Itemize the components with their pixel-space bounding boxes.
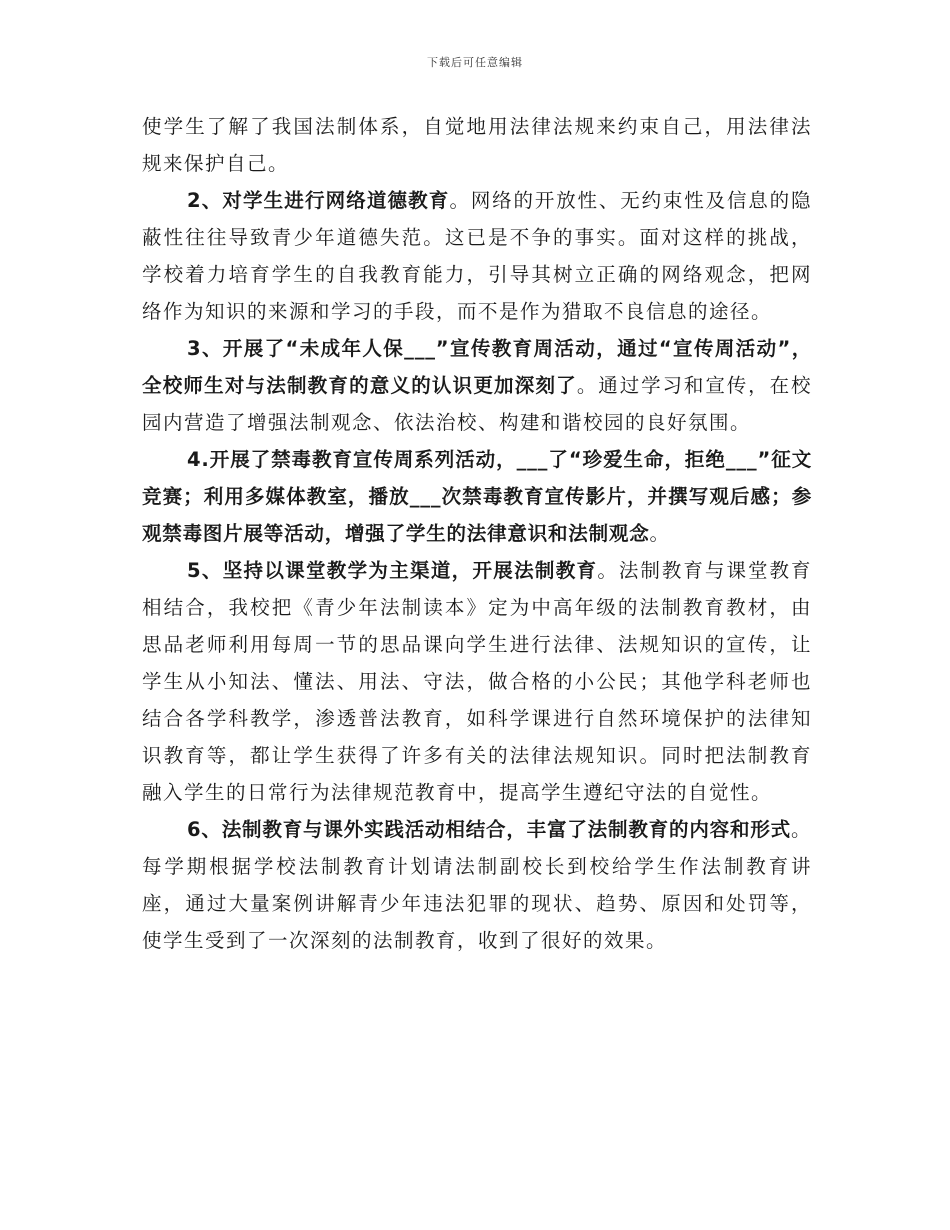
paragraph-body: 使学生了解了我国法制体系，自觉地用法律法规来约束自己，用法律法规来保护自己。 xyxy=(142,115,812,175)
paragraph-3-minor-protection-week xyxy=(142,330,812,441)
paragraph-heading: 3、开展了“未成年人保___”宣传教育周活动，通过“宣传周活动”，全校师生对与法制教育的意义的认识更加深刻了 xyxy=(142,337,812,397)
document-body xyxy=(142,108,812,959)
paragraph-body: 。 xyxy=(649,522,671,545)
paragraph-heading: 5、坚持以课堂教学为主渠道，开展法制教育 xyxy=(187,559,598,582)
paragraph-2-network-ethics xyxy=(142,182,812,330)
paragraph-body: 。法制教育与课堂教育相结合，我校把《青少年法制读本》定为中高年级的法制教育教材，由思品老师利用每周一节的思品课向学生进行法律、法规知识的宣传，让学生从小知法、懂法、用法、守法，做合格的小公民；其他学科老师也结合各学科教学，渗透普法教育，如科学课进行自然环境保护的法律知识教育等，都让学生获得了许多有关的法律法规知识。同时把法制教育融入学生的日常行为法律规范教育中，提高学生遵纪守法的自觉性。 xyxy=(142,559,812,804)
paragraph-5-classroom-teaching xyxy=(142,552,812,811)
paragraph-body: 。网络的开放性、无约束性及信息的隐蔽性往往导致青少年道德失范。这已是不争的事实。面对这样的挑战，学校着力培育学生的自我教育能力，引导其树立正确的网络观念，把网络作为知识的来源和学习的手段，而不是作为猎取不良信息的途径。 xyxy=(142,189,812,323)
paragraph-4-anti-drug-week xyxy=(142,441,812,552)
paragraph-body: 。通过学习和宣传，在校园内营造了增强法制观念、依法治校、构建和谐校园的良好氛围。 xyxy=(142,374,812,434)
paragraph-continuation xyxy=(142,108,812,182)
paragraph-heading: 6、法制教育与课外实践活动相结合，丰富了法制教育的内容和形式 xyxy=(187,818,791,841)
paragraph-heading: 4.开展了禁毒教育宣传周系列活动，___了“珍爱生命，拒绝___”征文竞赛；利用多媒体教室，播放___次禁毒教育宣传影片，并撰写观后感；参观禁毒图片展等活动，增强了学生的法律意识和法制观念 xyxy=(142,448,812,545)
page-header-note: 下载后可任意编辑 xyxy=(427,56,523,69)
paragraph-6-extracurricular-practice xyxy=(142,811,812,959)
paragraph-heading: 2、对学生进行网络道德教育 xyxy=(187,189,450,212)
paragraph-body: 。每学期根据学校法制教育计划请法制副校长到校给学生作法制教育讲座，通过大量案例讲解青少年违法犯罪的现状、趋势、原因和处罚等，使学生受到了一次深刻的法制教育，收到了很好的效果。 xyxy=(142,818,812,952)
